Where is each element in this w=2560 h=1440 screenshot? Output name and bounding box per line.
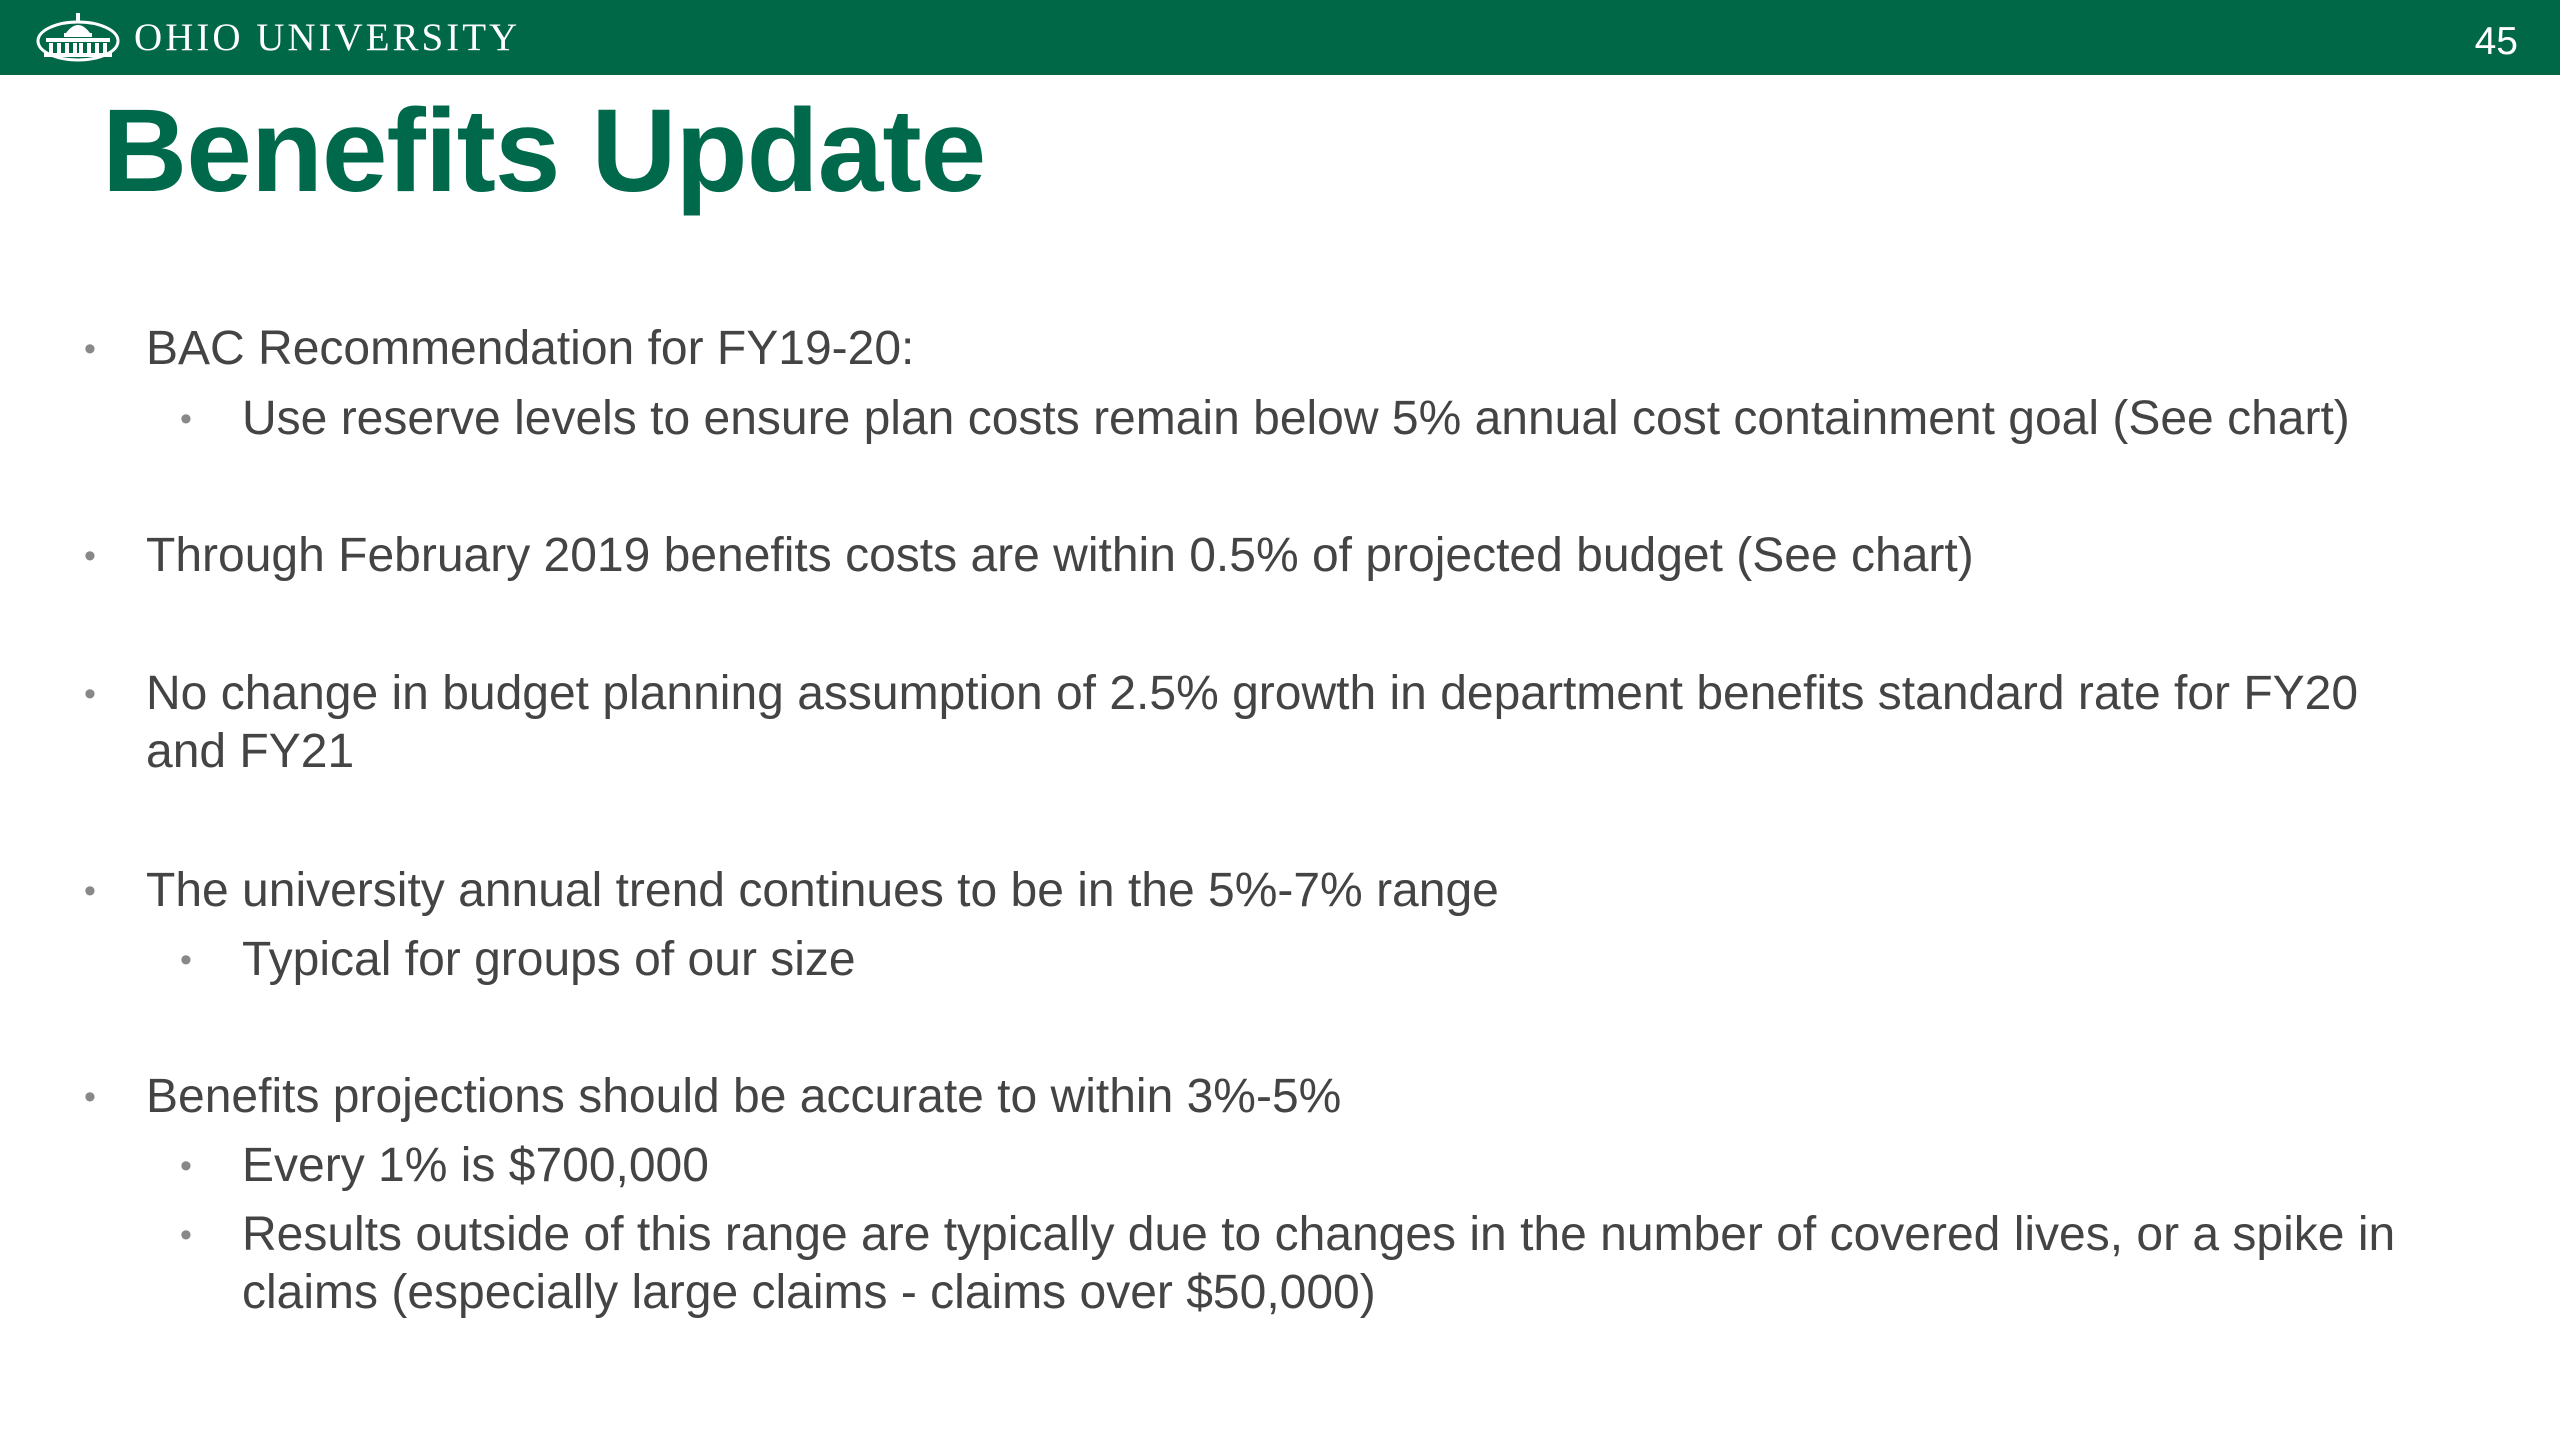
bullet-dot: •: [180, 1147, 192, 1185]
bullet-dot: •: [180, 1216, 192, 1254]
bullet-text: Through February 2019 benefits costs are within 0.5% of projected budget (See chart): [146, 529, 1974, 582]
slide-number: 45: [2474, 20, 2518, 63]
bullet-text: Typical for groups of our size: [242, 933, 856, 986]
bullet-text: No change in budget planning assumption of 2.5% growth in department benefits standard rate for FY20 and FY21: [146, 667, 2359, 778]
sub-bullet-item: [180, 931, 2430, 989]
bullet-text: Every 1% is $700,000: [242, 1139, 709, 1192]
bullet-text: Benefits projections should be accurate to within 3%-5%: [146, 1070, 1342, 1123]
bullet-text: BAC Recommendation for FY19-20:: [146, 322, 915, 375]
bullet-item: [84, 862, 2384, 920]
bullet-dot: •: [84, 330, 96, 368]
header-bar: [0, 0, 2560, 75]
sub-bullet-item: [180, 390, 2430, 448]
sub-bullet-item: [180, 1206, 2430, 1322]
bullet-dot: •: [84, 675, 96, 713]
bullet-dot: •: [180, 400, 192, 438]
bullet-dot: •: [84, 1078, 96, 1116]
bullet-item: [84, 1068, 2384, 1126]
bullet-text: Use reserve levels to ensure plan costs remain below 5% annual cost containment goal (See chart): [242, 392, 2350, 445]
cupola-building-icon: [34, 11, 122, 65]
bullet-item: [84, 527, 2384, 585]
bullet-text: Results outside of this range are typically due to changes in the number of covered lives, or a spike in claims (especially large claims - claims over $50,000): [242, 1208, 2396, 1319]
bullet-item: [84, 665, 2404, 781]
bullet-dot: •: [84, 872, 96, 910]
sub-bullet-item: [180, 1137, 2430, 1195]
bullet-dot: •: [180, 941, 192, 979]
slide-title: Benefits Update: [102, 85, 986, 217]
university-logo: [34, 11, 520, 65]
bullet-item: [84, 320, 2384, 378]
bullet-text: The university annual trend continues to be in the 5%-7% range: [146, 864, 1499, 917]
university-wordmark: OHIO UNIVERSITY: [134, 16, 521, 59]
bullet-dot: •: [84, 537, 96, 575]
